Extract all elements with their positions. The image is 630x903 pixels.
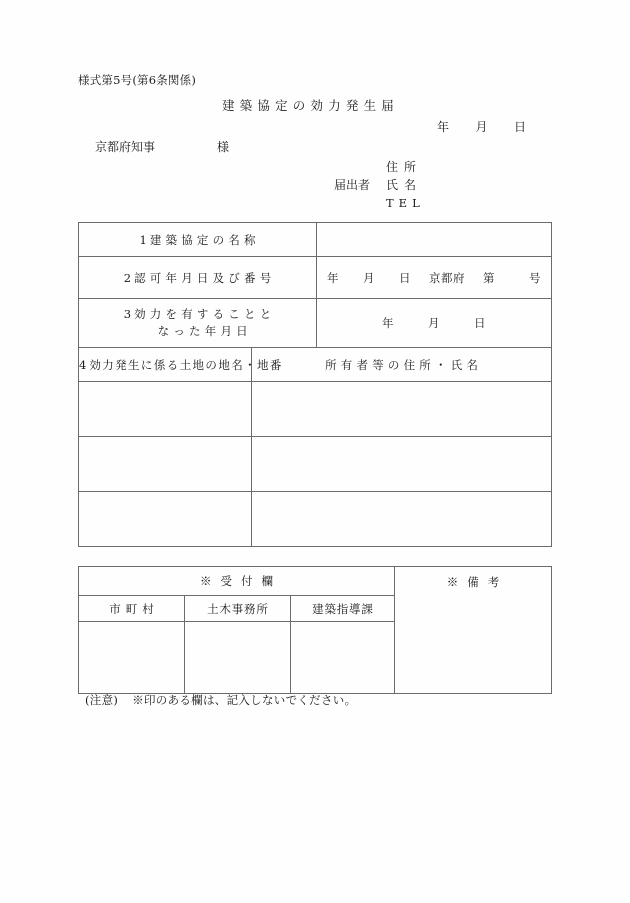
document-title: 建築協定の効力発生届 [222, 98, 400, 113]
remarks-cell[interactable] [395, 567, 552, 694]
submitter-address-row [334, 158, 425, 176]
row4-number: 4 [79, 357, 87, 372]
table-row-approval-number [79, 257, 552, 299]
row3-label-block [79, 306, 316, 340]
column-header-civil-engineering-office-text: 土木事務所 [207, 601, 269, 616]
main-form-table [78, 222, 552, 547]
land-entry-cell-1[interactable] [79, 382, 252, 437]
reception-entry-municipality[interactable] [79, 622, 185, 694]
reception-header-cell [79, 567, 395, 596]
owner-entry-cell-3[interactable] [252, 492, 552, 547]
form-number: 様式第5号(第6条関係) [78, 73, 197, 87]
submission-date-line [437, 118, 527, 135]
land-entry-cell-2[interactable] [79, 437, 252, 492]
note-prefix: (注意) [85, 693, 119, 707]
table-row [79, 382, 552, 437]
address-field-label: 住所 [386, 160, 423, 174]
row2-dai-label: 第 [483, 270, 496, 285]
row2-label-text: 認可年月日及び番号 [134, 270, 276, 285]
column-header-building-guidance-division-text: 建築指導課 [312, 601, 374, 616]
row4-owner-header-text: 所有者等の住所・氏名 [325, 357, 483, 372]
row3-number: 3 [123, 307, 132, 321]
row2-day-label: 日 [399, 270, 412, 285]
row3-day-label: 日 [474, 316, 487, 330]
row2-value-cell[interactable] [317, 257, 552, 299]
row2-year-label: 年 [327, 270, 340, 285]
submitter-block [334, 158, 425, 212]
row3-value-line [317, 315, 551, 331]
row2-label-line [79, 270, 316, 286]
table-row-effective-date [79, 299, 552, 348]
column-header-building-guidance-division [291, 596, 395, 622]
owner-entry-cell-2[interactable] [252, 437, 552, 492]
row1-label-line [79, 232, 316, 248]
remarks-header-text: ※備考 [446, 575, 509, 589]
row2-prefecture-label: 京都府 [429, 270, 466, 285]
submitter-tel-row [334, 194, 425, 212]
row1-label-cell [79, 223, 317, 257]
row3-label-text2: なった年月日 [157, 324, 252, 338]
row2-value-line [317, 270, 551, 286]
tel-field-label: TEL [386, 196, 425, 210]
row1-label-text: 建築協定の名称 [149, 232, 260, 247]
column-header-civil-engineering-office [185, 596, 291, 622]
row3-month-label: 月 [428, 316, 441, 330]
addressee-honorific: 様 [217, 140, 230, 154]
reception-entry-building-guidance-division[interactable] [291, 622, 395, 694]
row4-owner-header-cell [252, 348, 552, 382]
note-text: ※印のある欄は、記入しないでください。 [132, 693, 357, 707]
reception-header-row [79, 567, 552, 596]
column-header-municipality-text: 市町村 [109, 601, 159, 616]
row2-gou-label: 号 [529, 270, 542, 285]
row2-month-label: 月 [363, 270, 376, 285]
owner-entry-cell-1[interactable] [252, 382, 552, 437]
table-row [79, 437, 552, 492]
row3-label-cell [79, 299, 317, 348]
addressee-name: 京都府知事 [95, 140, 156, 154]
reception-entry-civil-engineering-office[interactable] [185, 622, 291, 694]
row3-label-line1 [79, 306, 316, 323]
table-row-agreement-name [79, 223, 552, 257]
date-day-label: 日 [514, 120, 527, 134]
row4-label-cell [79, 348, 283, 382]
row4-label-text: 効力発生に係る土地の地名・地番 [89, 357, 283, 372]
note-line [85, 692, 356, 708]
date-year-label: 年 [437, 120, 450, 134]
row1-value-cell[interactable] [317, 223, 552, 257]
submitter-label: 届出者 [334, 178, 371, 192]
row4-label-line [79, 357, 283, 373]
reception-header-text: ※受付欄 [200, 574, 283, 588]
land-entry-cell-3[interactable] [79, 492, 252, 547]
row1-number: 1 [139, 232, 147, 247]
table-row [79, 492, 552, 547]
addressee-line [95, 138, 229, 155]
submitter-name-row [334, 176, 425, 194]
row3-label-line2 [79, 323, 316, 340]
row2-number: 2 [123, 270, 132, 285]
row3-value-cell[interactable] [317, 299, 552, 348]
row3-year-label: 年 [382, 316, 395, 330]
column-header-municipality [79, 596, 185, 622]
row3-label-text1: 効力を有することと [134, 307, 276, 321]
name-field-label: 氏名 [386, 178, 423, 192]
reception-table [78, 566, 552, 694]
row2-label-cell [79, 257, 317, 299]
date-month-label: 月 [475, 120, 489, 134]
table-row-section4-header [79, 348, 552, 382]
